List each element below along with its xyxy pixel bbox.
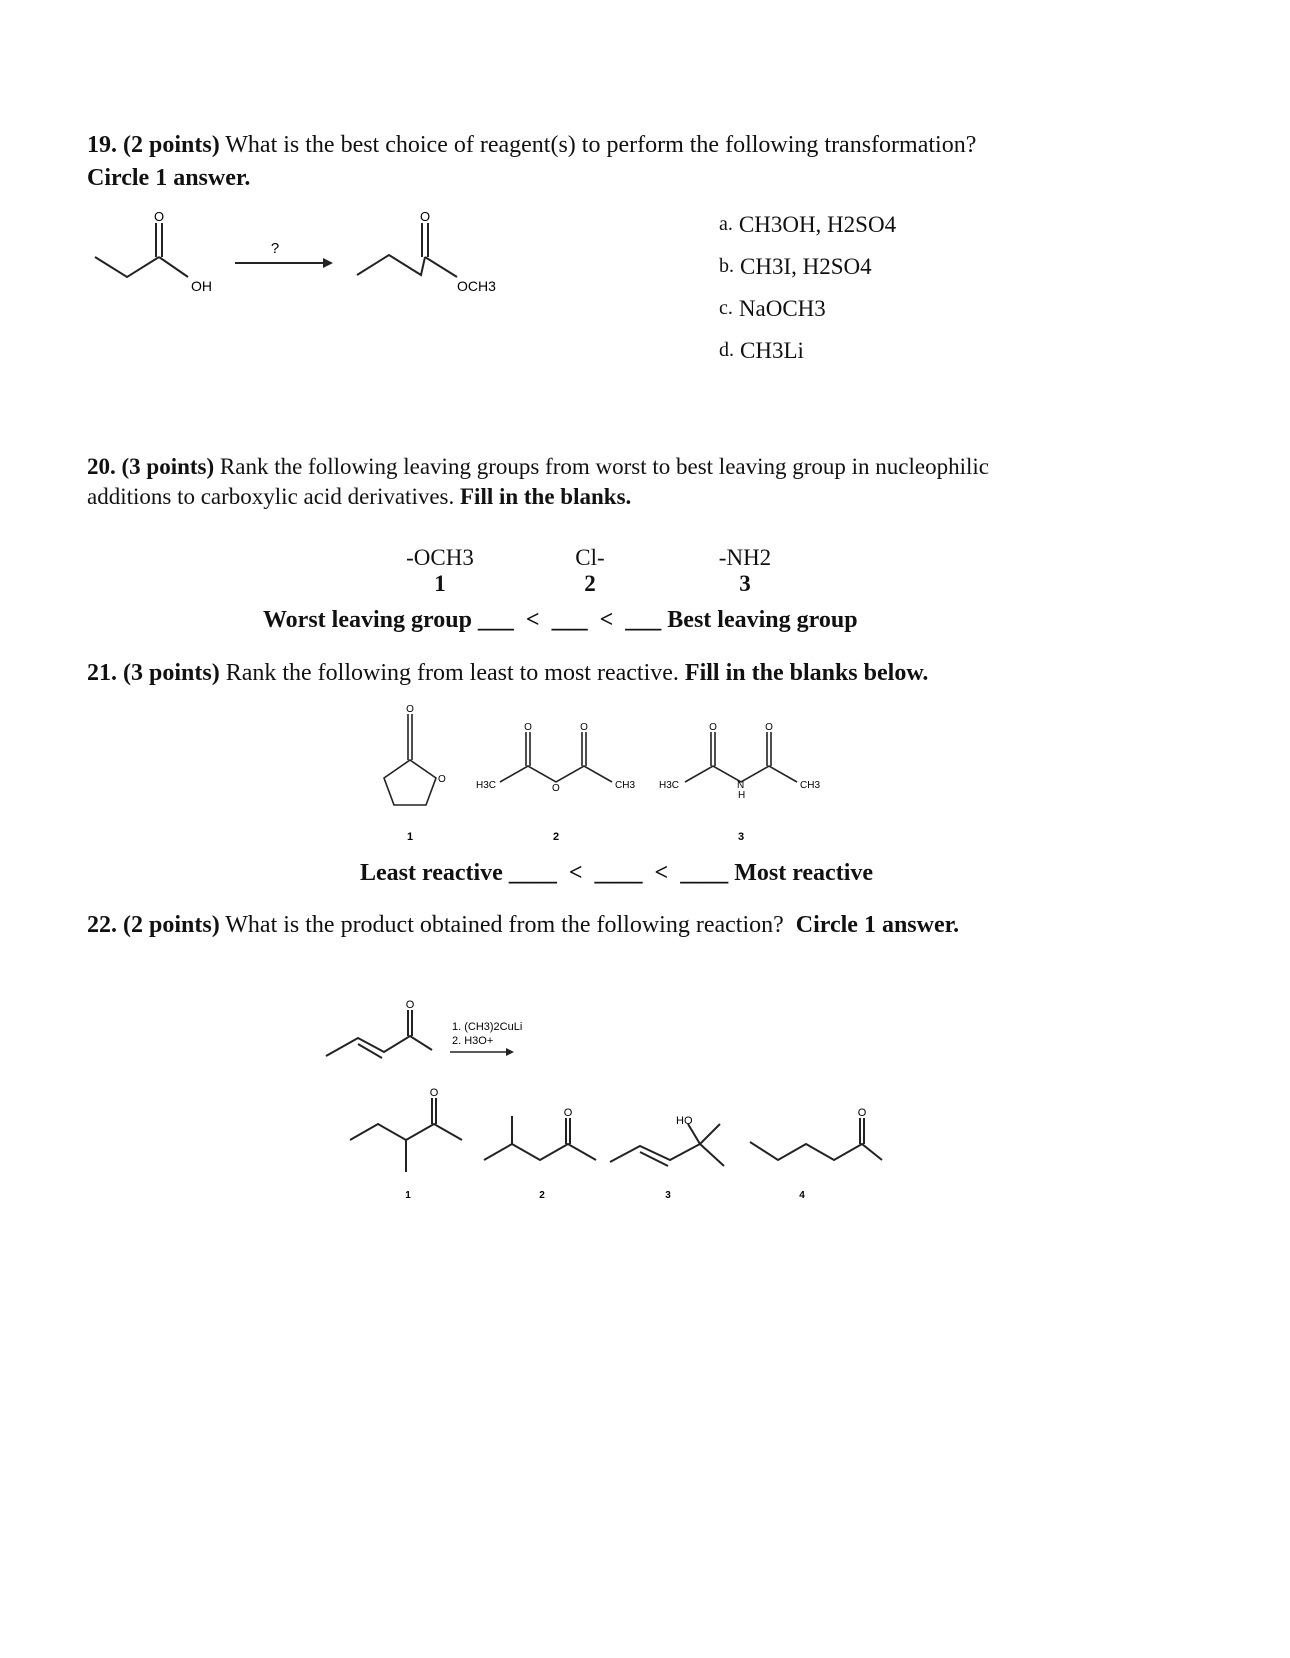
- q21-prompt: Rank the following from least to most reactive.: [225, 660, 679, 686]
- q22-option-4-number[interactable]: 4: [799, 1190, 805, 1201]
- q22-option-3-cc-double: [640, 1152, 668, 1166]
- q20-header: [87, 452, 989, 482]
- q19-choice-a-text: CH3OH, H2SO4: [738, 212, 897, 237]
- q22-enone-cc-double: [358, 1044, 382, 1058]
- q21-compound-1-ring: [384, 760, 436, 805]
- q21-c2-o2-label: O: [580, 722, 588, 733]
- q19-product-chain: [357, 255, 425, 275]
- q22-option-1-o-label: O: [429, 1087, 439, 1099]
- q19-choice-d[interactable]: [719, 338, 804, 364]
- q20-group-1: [390, 545, 490, 597]
- q21-blank-2[interactable]: ____: [594, 860, 643, 886]
- q21-c3-h-label: H: [738, 790, 746, 801]
- q22-option-4-o-label: O: [857, 1107, 867, 1119]
- q22-reagent-line2: 2. H3O+: [452, 1035, 494, 1047]
- q21-c3-o2-label: O: [765, 722, 773, 733]
- q20-left-label: Worst leaving group: [263, 607, 472, 633]
- q21-instruction: Fill in the blanks below.: [684, 660, 929, 686]
- q20-group-2: [560, 545, 620, 597]
- q22-points: (2 points): [123, 912, 220, 938]
- q19-choice-b-text: CH3I, H2SO4: [740, 254, 872, 279]
- q20-less-than-2: <: [599, 607, 614, 633]
- q22-option-3-c-oh: [688, 1124, 700, 1144]
- q20-group-2-label: Cl-: [575, 545, 605, 570]
- q22-option-1-chain: [350, 1124, 462, 1140]
- q21-header: [87, 658, 928, 688]
- q20-ranking-row: [263, 607, 858, 634]
- q22-arrow-head: [506, 1048, 514, 1056]
- q19-choice-d-letter: d.: [719, 339, 734, 361]
- q20-prompt-line2-row: [87, 482, 631, 512]
- q21-less-than-1: <: [568, 860, 583, 886]
- q22-enone-chain: [326, 1036, 432, 1056]
- q20-blank-3[interactable]: ___: [625, 607, 662, 633]
- q19-choice-c-letter: c.: [719, 297, 733, 319]
- q19-reactant-c-oh-bond: [159, 257, 188, 277]
- q19-reaction-scheme: [85, 205, 545, 315]
- q21-number: 21.: [87, 660, 117, 686]
- q22-number: 22.: [87, 912, 117, 938]
- q19-product-c-o-bond: [425, 257, 457, 277]
- q22-reaction-scheme: [320, 1000, 890, 1210]
- q21-compound-2-chain: [500, 766, 612, 782]
- q20-group-2-number: 2: [584, 571, 596, 596]
- q21-c2-ch3-label: CH3: [615, 780, 636, 791]
- q22-option-3-chain: [610, 1124, 720, 1162]
- q19-choice-b-letter: b.: [719, 255, 734, 277]
- q20-right-label: Best leaving group: [667, 607, 858, 633]
- q19-arrow-label: ?: [270, 240, 280, 257]
- q21-c2-bridge-o-label: O: [552, 783, 560, 794]
- q21-c3-o1-label: O: [709, 722, 717, 733]
- q19-choice-b[interactable]: [719, 254, 872, 280]
- q19-arrow-head: [323, 258, 333, 268]
- q20-group-3: [705, 545, 785, 597]
- q22-reagent-line1: 1. (CH3)2CuLi: [452, 1021, 523, 1033]
- q21-less-than-2: <: [654, 860, 669, 886]
- q19-number: 19.: [87, 132, 117, 158]
- q19-reactant-oh-label: OH: [191, 278, 212, 294]
- q21-left-label: Least reactive: [360, 860, 503, 886]
- q20-instruction: Fill in the blanks.: [460, 484, 632, 509]
- q19-prompt: What is the best choice of reagent(s) to perform the following transformation?: [225, 132, 977, 158]
- q19-reactant-chain: [95, 257, 159, 277]
- q19-product-o-label: O: [419, 209, 431, 224]
- q19-choice-c-text: NaOCH3: [738, 296, 826, 321]
- q21-compound-2-number: 2: [552, 831, 560, 843]
- q20-prompt: Rank the following leaving groups from worst to best leaving group in nucleophilic: [219, 454, 989, 479]
- q22-option-2-o-label: O: [563, 1107, 573, 1119]
- q19-product-och3-label: OCH3: [457, 278, 496, 294]
- q21-c3-ch3-label: CH3: [800, 780, 821, 791]
- q20-less-than-1: <: [525, 607, 540, 633]
- q21-c1-ring-o-label: O: [438, 774, 446, 785]
- q19-choice-d-text: CH3Li: [740, 338, 804, 363]
- q21-c2-o1-label: O: [524, 722, 532, 733]
- q20-group-3-number: 3: [739, 571, 751, 596]
- q21-ranking-row: [360, 860, 873, 887]
- q21-compound-1-number: 1: [406, 831, 414, 843]
- q22-option-1-number[interactable]: 1: [405, 1190, 411, 1201]
- q19-choice-c[interactable]: [719, 296, 826, 322]
- q22-instruction: Circle 1 answer.: [795, 912, 960, 938]
- q22-option-2-number[interactable]: 2: [539, 1190, 545, 1201]
- q20-group-1-number: 1: [434, 571, 446, 596]
- q21-blank-1[interactable]: ____: [508, 860, 557, 886]
- q19-header: [87, 130, 976, 160]
- q21-blank-3[interactable]: ____: [680, 860, 729, 886]
- q22-enone-o-label: O: [405, 1000, 415, 1011]
- q21-compound-3-number: 3: [737, 831, 745, 843]
- q19-choice-a-letter: a.: [719, 213, 733, 235]
- q22-option-4-chain: [750, 1142, 882, 1160]
- q20-group-1-label: -OCH3: [406, 545, 474, 570]
- q20-number: 20.: [87, 454, 116, 479]
- q22-prompt: What is the product obtained from the following reaction?: [225, 912, 784, 938]
- q22-option-3-number[interactable]: 3: [665, 1190, 671, 1201]
- q22-option-3-ho-label: HO: [676, 1115, 693, 1127]
- q20-points: (3 points): [121, 454, 215, 479]
- q21-structures: [370, 700, 840, 850]
- q20-blank-2[interactable]: ___: [551, 607, 588, 633]
- q20-prompt-line2: additions to carboxylic acid derivatives.: [87, 484, 455, 509]
- q19-reactant-o-label: O: [153, 209, 165, 224]
- q21-c1-o-label: O: [406, 704, 414, 715]
- q21-c3-n-label: N: [737, 780, 745, 791]
- q21-points: (3 points): [123, 660, 220, 686]
- q19-points: (2 points): [123, 132, 220, 158]
- q20-group-3-label: -NH2: [718, 545, 772, 570]
- q21-c2-h3c-label: H3C: [476, 780, 497, 791]
- q19-choice-a[interactable]: [719, 212, 896, 238]
- q20-blank-1[interactable]: ___: [477, 607, 514, 633]
- q22-option-3-methyl: [700, 1144, 724, 1166]
- q22-option-2-chain: [484, 1144, 596, 1160]
- q21-right-label: Most reactive: [734, 860, 874, 886]
- q22-header: [87, 910, 959, 940]
- q19-instruction: Circle 1 answer.: [87, 165, 251, 191]
- q21-c3-h3c-label: H3C: [659, 780, 680, 791]
